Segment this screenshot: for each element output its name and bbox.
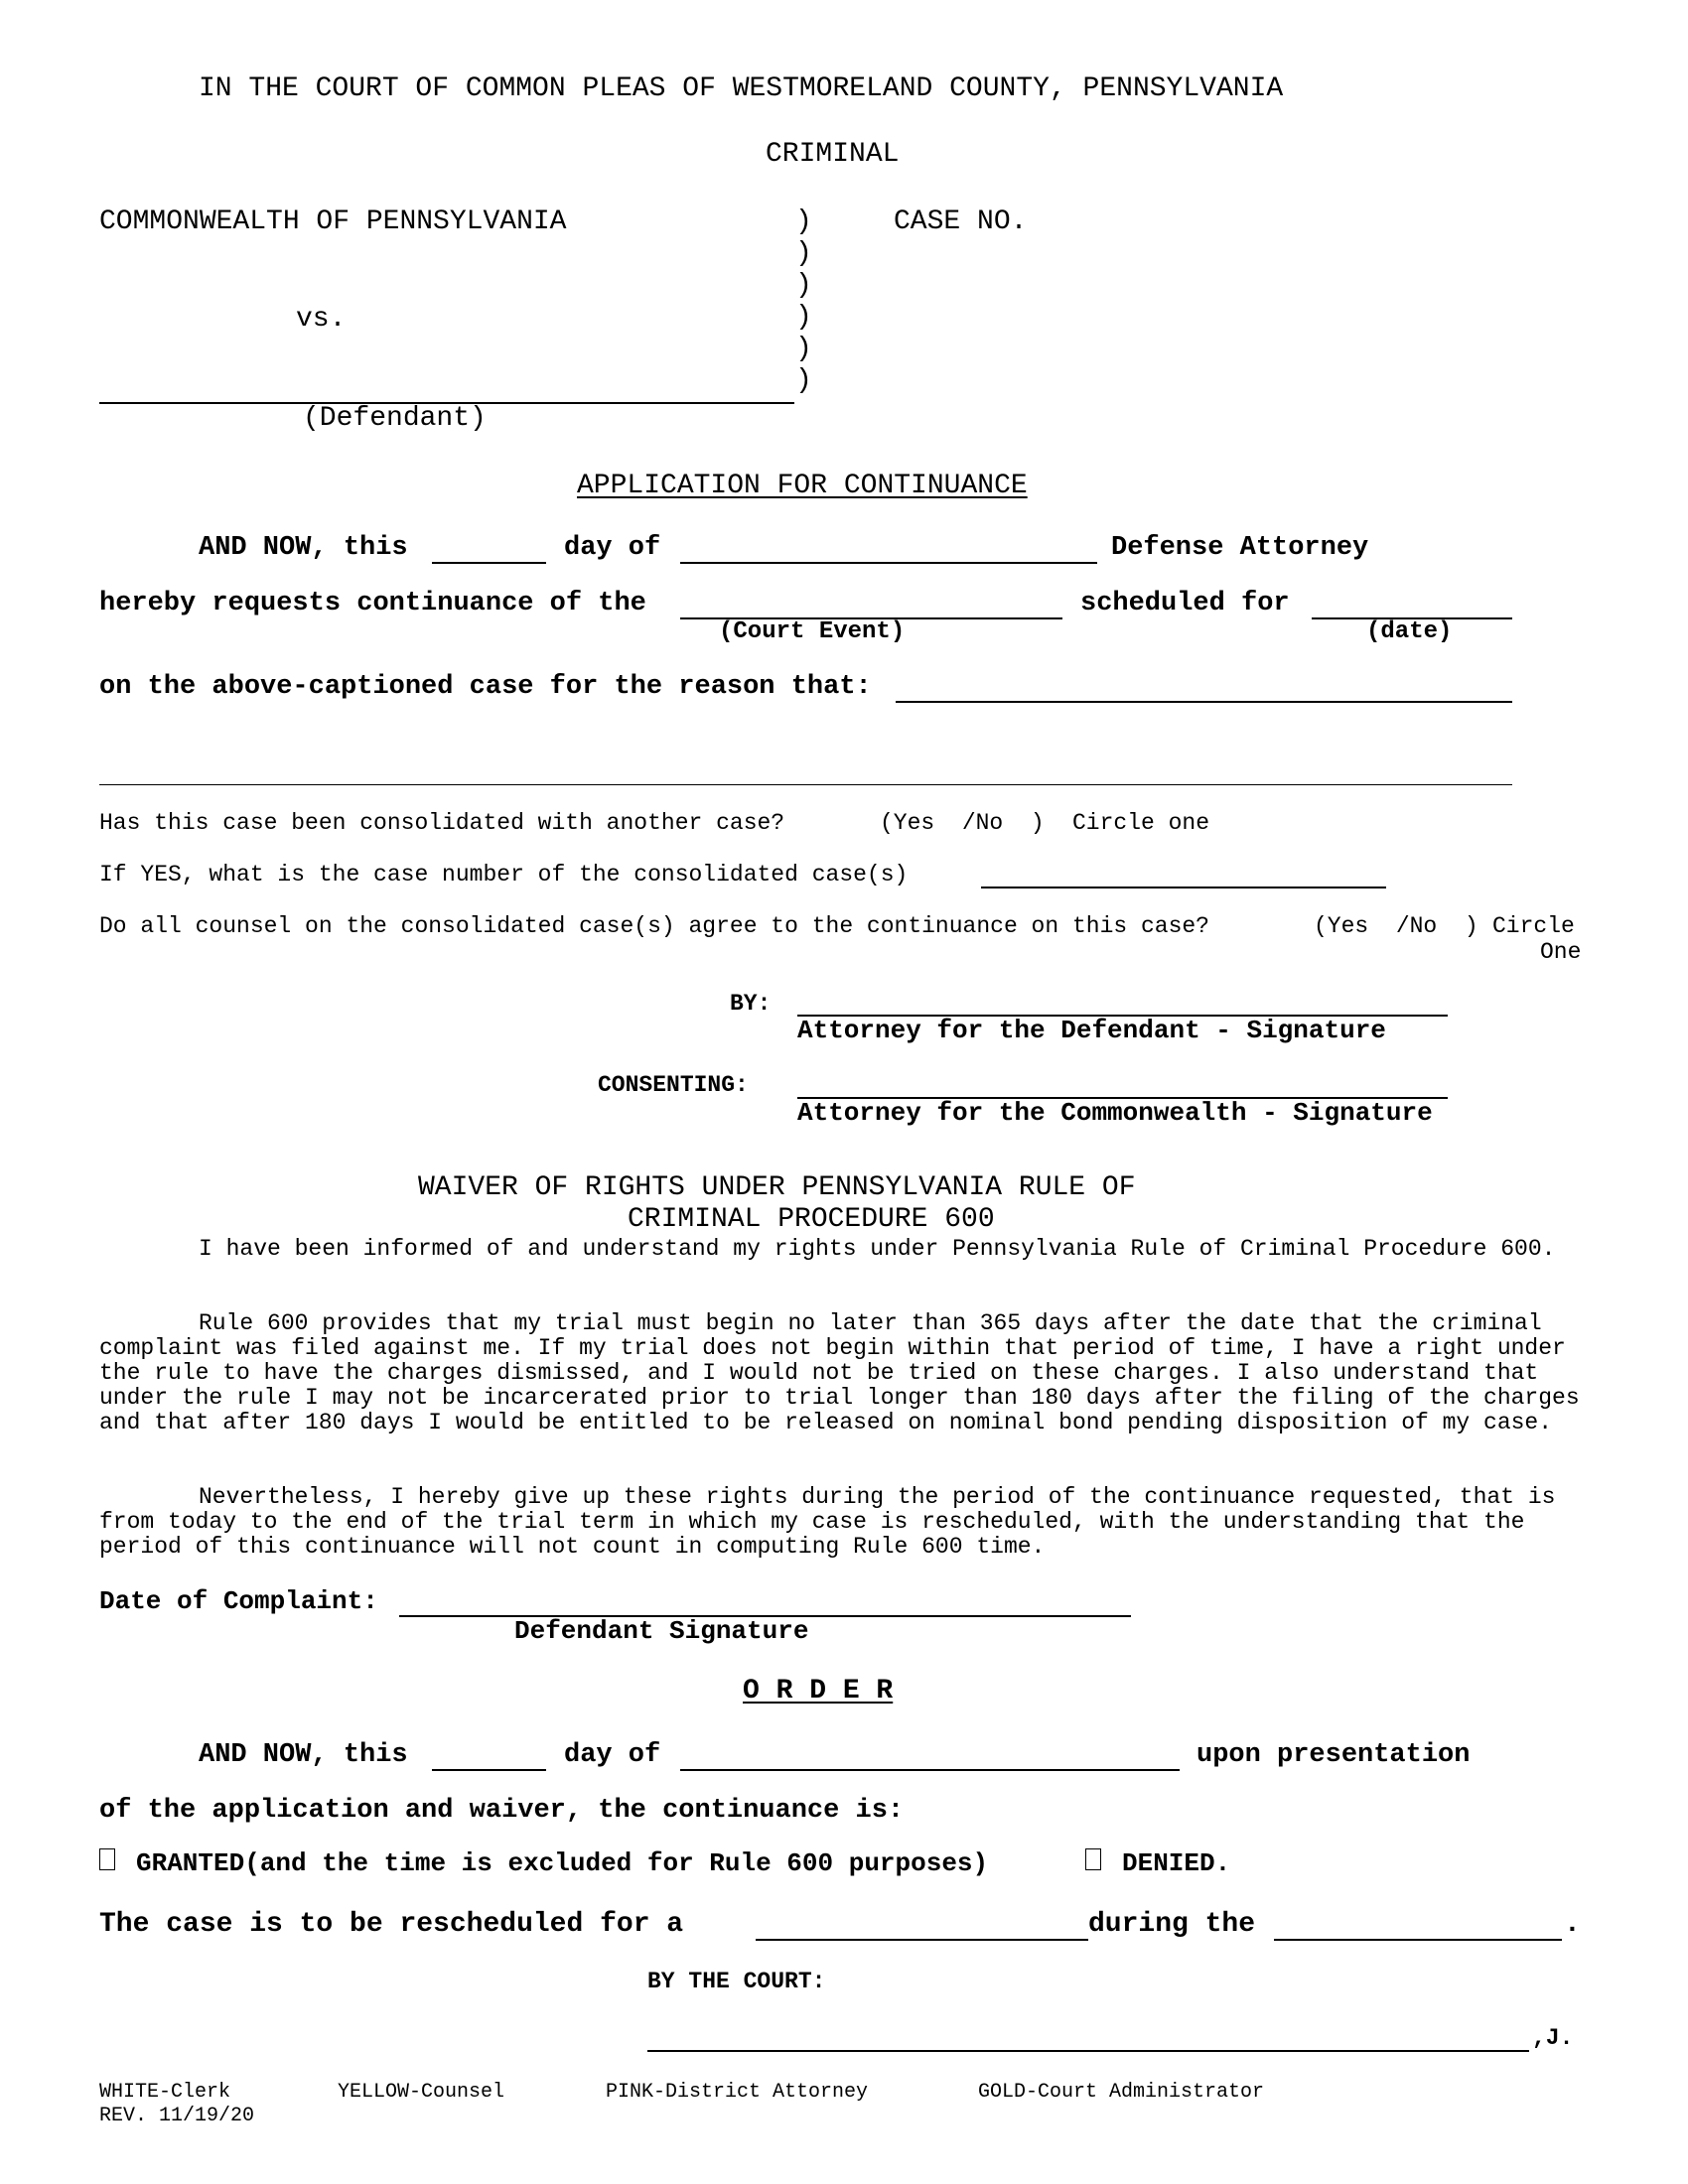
term-blank[interactable]: [1274, 1939, 1562, 1941]
counsel-agree-yes-no[interactable]: (Yes /No ): [1314, 913, 1478, 939]
application-title: APPLICATION FOR CONTINUANCE: [577, 471, 1028, 501]
day-of-label: day of: [564, 533, 661, 563]
denied-checkbox[interactable]: [1085, 1848, 1101, 1870]
defendant-attorney-signature-label: Attorney for the Defendant - Signature: [797, 1016, 1386, 1045]
caption-paren: ): [795, 302, 812, 333]
counsel-agree-one: One: [1540, 939, 1582, 965]
case-number-question: If YES, what is the case number of the consolidated case(s): [99, 862, 909, 887]
caption-paren: ): [795, 365, 812, 396]
by-label: BY:: [730, 991, 772, 1017]
counsel-agree-circle: Circle: [1492, 913, 1575, 939]
judge-suffix: ,J.: [1532, 2025, 1574, 2051]
month-blank[interactable]: [680, 562, 1097, 564]
consenting-label: CONSENTING:: [598, 1072, 749, 1098]
and-now-label: AND NOW, this: [199, 533, 408, 563]
caption-paren: ): [795, 270, 812, 301]
plaintiff-name: COMMONWEALTH OF PENNSYLVANIA: [99, 206, 567, 237]
during-the-label: during the: [1088, 1909, 1256, 1940]
caption-paren: ): [795, 238, 812, 269]
footer-yellow-counsel: YELLOW-Counsel: [338, 2081, 505, 2104]
granted-label: GRANTED(and the time is excluded for Rule 600 purposes): [136, 1848, 989, 1878]
reschedule-event-blank[interactable]: [756, 1939, 1088, 1941]
reason-blank[interactable]: [896, 701, 1512, 703]
reschedule-period: .: [1564, 1909, 1581, 1940]
upon-presentation-label: upon presentation: [1196, 1740, 1471, 1770]
commonwealth-attorney-signature-label: Attorney for the Commonwealth - Signature: [797, 1098, 1433, 1128]
consolidated-case-number-blank[interactable]: [981, 887, 1386, 888]
court-title: IN THE COURT OF COMMON PLEAS OF WESTMORELAND COUNTY, PENNSYLVANIA: [199, 73, 1284, 104]
consolidated-yes-no[interactable]: (Yes /No ): [880, 810, 1045, 836]
judge-signature-line[interactable]: [647, 2050, 1529, 2052]
reason-continuation-line[interactable]: [99, 784, 1512, 785]
order-title: O R D E R: [743, 1676, 894, 1706]
consolidated-question: Has this case been consolidated with another case?: [99, 810, 785, 836]
day-blank[interactable]: [432, 562, 546, 564]
footer-pink-da: PINK-District Attorney: [606, 2081, 869, 2104]
denied-label: DENIED.: [1122, 1848, 1231, 1878]
revision-date: REV. 11/19/20: [99, 2105, 255, 2127]
granted-checkbox[interactable]: [99, 1848, 115, 1870]
waiver-title-line2: CRIMINAL PROCEDURE 600: [628, 1204, 995, 1235]
defense-attorney-label: Defense Attorney: [1111, 533, 1369, 563]
scheduled-for-label: scheduled for: [1080, 589, 1290, 618]
continuance-is-label: of the application and waiver, the continuance is:: [99, 1796, 905, 1826]
case-no-label: CASE NO.: [894, 206, 1028, 237]
versus-label: vs.: [296, 304, 347, 335]
hereby-requests-label: hereby requests continuance of the: [99, 589, 646, 618]
date-of-complaint-label: Date of Complaint:: [99, 1586, 378, 1616]
waiver-paragraph-2: Rule 600 provides that my trial must begin no later than 365 days after the date that the criminal complaint was filed against me. If my trial does not begin within that period of time, I have a right under the rule to have the charges dismissed, and I would not be tried on these charges. I also understand that under the rule I may not be incarcerated prior to trial longer than 180 days after the filing of the charges and that after 180 days I would be entitled to be released on nominal bond pending disposition of my case.: [99, 1310, 1580, 1435]
order-and-now-label: AND NOW, this: [199, 1740, 408, 1770]
order-day-blank[interactable]: [432, 1769, 546, 1771]
defendant-label: (Defendant): [303, 403, 487, 434]
reason-label: on the above-captioned case for the reason that:: [99, 672, 872, 702]
waiver-title-line1: WAIVER OF RIGHTS UNDER PENNSYLVANIA RULE OF: [418, 1172, 1136, 1203]
caption-paren: ): [795, 334, 812, 364]
waiver-paragraph-1: I have been informed of and understand my rights under Pennsylvania Rule of Criminal Procedure 600.: [199, 1236, 1556, 1262]
division-title: CRIMINAL: [766, 139, 900, 170]
waiver-paragraph-3: Nevertheless, I hereby give up these rights during the period of the continuance requested, that is from today to the end of the trial term in which my case is rescheduled, with the understanding that the period of this continuance will not count in computing Rule 600 time.: [99, 1484, 1556, 1560]
order-month-blank[interactable]: [680, 1769, 1180, 1771]
reschedule-label: The case is to be rescheduled for a: [99, 1909, 684, 1940]
footer-gold-court-admin: GOLD-Court Administrator: [978, 2081, 1265, 2104]
caption-paren: ): [795, 206, 812, 237]
date-label: (date): [1366, 618, 1453, 645]
consolidated-circle-one: Circle one: [1072, 810, 1210, 836]
court-event-label: (Court Event): [719, 618, 906, 645]
order-day-of-label: day of: [564, 1740, 661, 1770]
defendant-signature-label: Defendant Signature: [514, 1616, 809, 1646]
counsel-agree-question: Do all counsel on the consolidated case(s) agree to the continuance on this case?: [99, 913, 1209, 939]
footer-white-clerk: WHITE-Clerk: [99, 2081, 231, 2104]
by-the-court-label: BY THE COURT:: [647, 1969, 826, 1994]
